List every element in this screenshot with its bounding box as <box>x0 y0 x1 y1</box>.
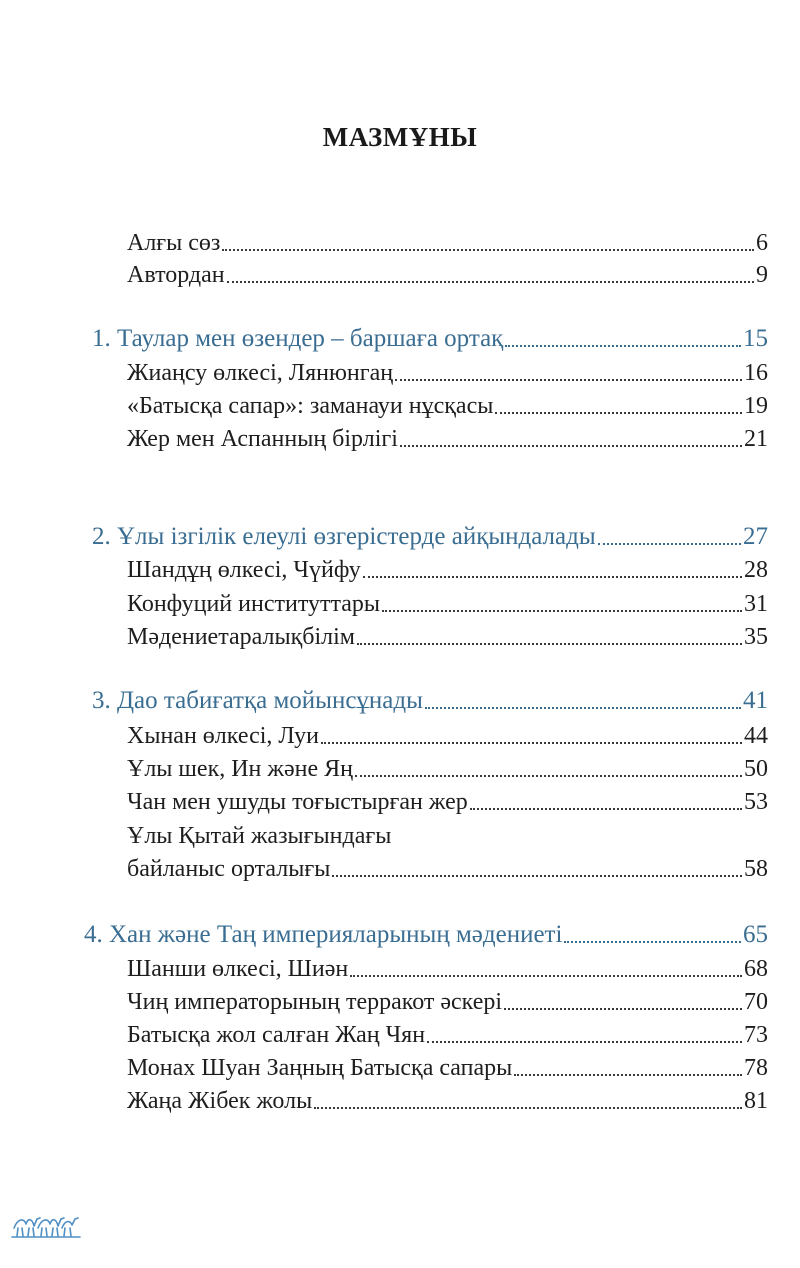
toc-entry-title: Жиаңсу өлкесі, Лянюнгаң <box>127 360 394 386</box>
dot-leader <box>598 543 741 545</box>
toc-chapter-3[interactable] <box>92 680 768 716</box>
toc-entry-page: 16 <box>744 360 768 386</box>
toc-entry[interactable] <box>127 981 768 1017</box>
dot-leader <box>514 1074 742 1076</box>
toc-chapter-title: 3. Дао табиғатқа мойынсұнады <box>92 687 423 714</box>
toc-chapter-page: 65 <box>743 921 768 948</box>
toc-entry-title: Чан мен ушуды тоғыстырған жер <box>127 789 468 815</box>
dot-leader <box>400 445 742 447</box>
toc-entry-title: Жер мен Аспанның бірлігі <box>127 426 398 452</box>
toc-entry-title: Жаңа Жібек жолы <box>127 1088 313 1114</box>
toc-entry[interactable] <box>127 781 768 817</box>
toc-entry-title: Шандұң өлкесі, Чүйфу <box>127 557 361 583</box>
dot-leader <box>495 412 742 414</box>
toc-entry-title: Конфуций институттары <box>127 591 381 617</box>
dot-leader <box>314 1107 742 1109</box>
toc-entry-page: 73 <box>744 1022 768 1048</box>
toc-entry-title-line: Ұлы Қытай жазығындағы <box>127 823 392 849</box>
toc-entry-page: 35 <box>744 624 768 650</box>
dot-leader <box>363 576 742 578</box>
page-title: МАЗМҰНЫ <box>322 122 478 152</box>
toc-chapter-4[interactable] <box>84 914 768 950</box>
toc-entry[interactable] <box>127 583 768 619</box>
toc-chapter-title: 4. Хан және Таң империяларының мәдениеті <box>84 921 563 948</box>
toc-entry[interactable] <box>127 948 768 984</box>
toc-entry-title: Ұлы шек, Ин және Яң <box>127 756 353 782</box>
dot-leader <box>321 742 742 744</box>
toc-entry[interactable] <box>127 352 768 388</box>
toc-entry[interactable] <box>127 1014 768 1050</box>
toc-entry-page: 68 <box>744 956 768 982</box>
toc-entry-title: Чиң императорының терракот әскері <box>127 989 503 1015</box>
toc-entry[interactable] <box>127 1047 768 1083</box>
toc-entry-title: Монах Шуан Заңның Батысқа сапары <box>127 1055 513 1081</box>
dot-leader <box>222 249 754 251</box>
toc-entry-title: Мәдениетаралықбілім <box>127 624 355 650</box>
camel-caravan-icon <box>10 1204 82 1243</box>
toc-chapter-2[interactable] <box>92 516 768 552</box>
dot-leader <box>227 281 754 283</box>
toc-entry-title: Шанши өлкесі, Шиән <box>127 956 349 982</box>
toc-entry[interactable] <box>127 848 768 884</box>
dot-leader <box>355 775 742 777</box>
toc-entry[interactable] <box>127 715 768 751</box>
toc-chapter-title: 1. Таулар мен өзендер – баршаға ортақ <box>92 325 504 352</box>
toc-entry-title: Автордан <box>127 262 225 288</box>
dot-leader <box>427 1041 742 1043</box>
toc-entry[interactable] <box>127 616 768 652</box>
toc-entry-page: 70 <box>744 989 768 1015</box>
toc-entry[interactable] <box>127 549 768 585</box>
dot-leader <box>357 643 742 645</box>
toc-entry[interactable] <box>127 748 768 784</box>
toc-entry[interactable] <box>127 418 768 454</box>
toc-entry[interactable] <box>127 385 768 421</box>
toc-entry-author-preface[interactable] <box>127 254 768 290</box>
toc-entry-page: 31 <box>744 591 768 617</box>
toc-entry-title: «Батысқа сапар»: заманауи нұсқасы <box>127 393 494 419</box>
toc-entry-page: 44 <box>744 723 768 749</box>
toc-entry-title: байланыс орталығы <box>127 856 331 882</box>
toc-entry-page: 78 <box>744 1055 768 1081</box>
toc-entry-page: 21 <box>744 426 768 452</box>
dot-leader <box>425 707 741 709</box>
toc-entry-page: 19 <box>744 393 768 419</box>
toc-entry-page: 81 <box>744 1088 768 1114</box>
toc-entry-page: 6 <box>756 230 768 256</box>
toc-chapter-page: 15 <box>743 325 768 352</box>
toc-entry-foreword[interactable] <box>127 222 768 258</box>
toc-entry[interactable] <box>127 1080 768 1116</box>
dot-leader <box>395 379 742 381</box>
toc-entry-page: 53 <box>744 789 768 815</box>
toc-chapter-page: 41 <box>743 687 768 714</box>
toc-entry-page: 58 <box>744 856 768 882</box>
toc-entry-title: Батысқа жол салған Жаң Чян <box>127 1022 426 1048</box>
toc-chapter-title: 2. Ұлы ізгілік елеулі өзгерістерде айқындалады <box>92 523 596 550</box>
dot-leader <box>504 1008 742 1010</box>
dot-leader <box>505 345 741 347</box>
toc-entry-page: 28 <box>744 557 768 583</box>
toc-chapter-page: 27 <box>743 523 768 550</box>
toc-entry-page: 50 <box>744 756 768 782</box>
dot-leader <box>332 875 742 877</box>
toc-entry-title: Алғы сөз <box>127 230 221 256</box>
dot-leader <box>382 610 742 612</box>
dot-leader <box>350 975 742 977</box>
toc-chapter-1[interactable] <box>92 318 768 354</box>
toc-entry-title: Хынан өлкесі, Луи <box>127 723 319 749</box>
dot-leader <box>470 808 742 810</box>
dot-leader <box>564 941 741 943</box>
toc-entry-page: 9 <box>756 262 768 288</box>
